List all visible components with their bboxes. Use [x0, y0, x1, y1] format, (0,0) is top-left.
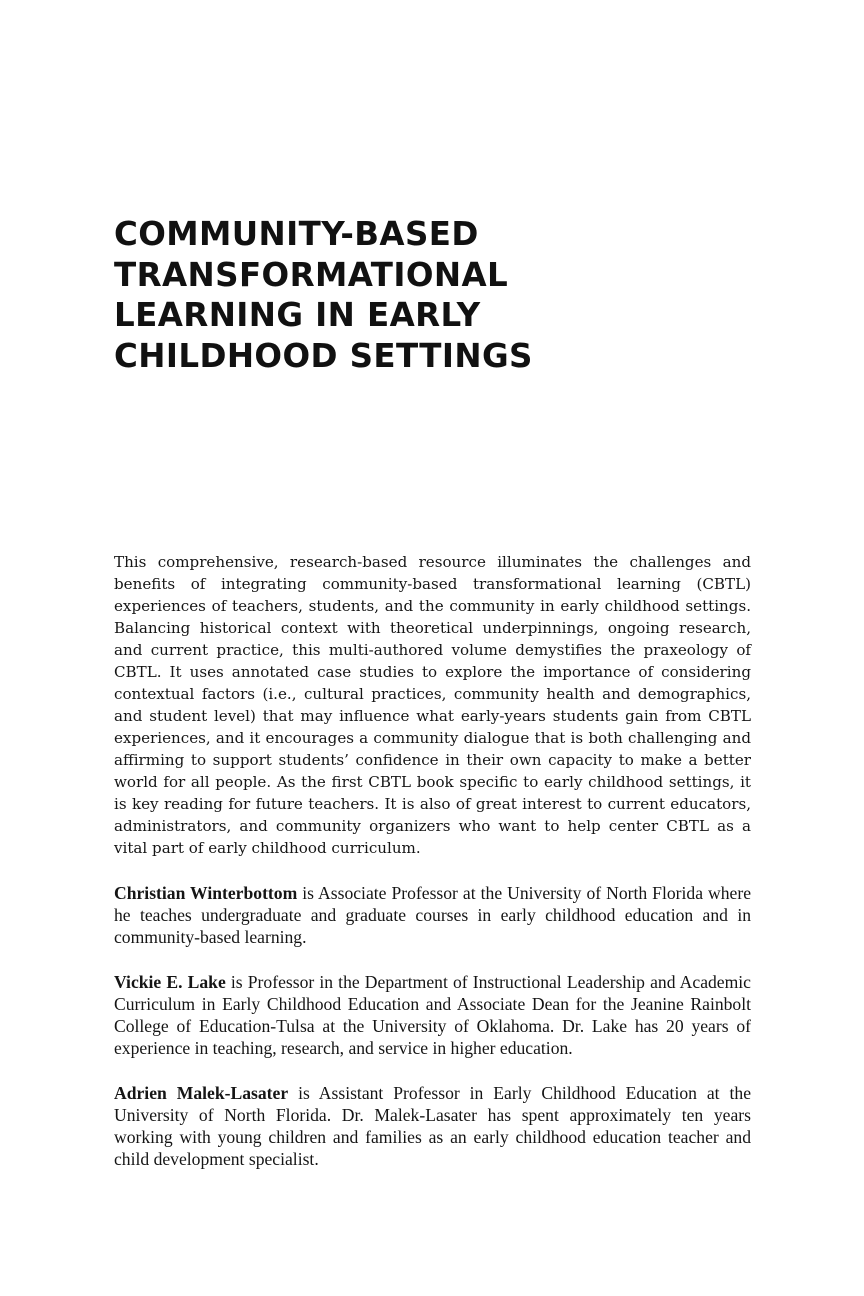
book-title [114, 214, 714, 376]
author-bio [114, 882, 751, 948]
book-title-line: COMMUNITY-BASED [114, 215, 479, 253]
author-bio [114, 1082, 751, 1170]
book-title-line: LEARNING IN EARLY [114, 296, 481, 334]
author-bio-text: is Assistant Professor in Early Childhood Education at the University of North Florida. Dr. Malek-Lasater has spent approximately ten years working with young children and families as an early childhood education teacher and child development specialist. [114, 1083, 752, 1169]
author-name: Adrien Malek-Lasater [114, 1083, 289, 1103]
author-bio [114, 971, 751, 1059]
book-description: This comprehensive, research-based resource illuminates the challenges and benefits of integrating community-based transformational learning (CBTL) experiences of teachers, students, and the community in early childhood settings. Balancing historical context with theoretical underpinnings, ongoing research, and current practice, this multi-authored volume demystifies the praxeology of CBTL. It uses annotated case studies to explore the importance of considering contextual factors (i.e., cultural practices, community health and demographics, and student level) that may influence what early-years students gain from CBTL experiences, and it encourages a community dialogue that is both challenging and affirming to support students’ confidence in their own capacity to make a better world for all people. As the first CBTL book specific to early childhood settings, it is key reading for future teachers. It is also of great interest to current educators, administrators, and community organizers who want to help center CBTL as a vital part of early childhood curriculum. [114, 553, 751, 857]
book-description-block [114, 551, 751, 1193]
author-name: Christian Winterbottom [114, 883, 298, 903]
author-bio-text: is Professor in the Department of Instructional Leadership and Academic Curriculum in Early Childhood Education and Associate Dean for the Jeanine Rainbolt College of Education-Tulsa at the University of Oklahoma. Dr. Lake has 20 years of experience in teaching, research, and service in higher education. [114, 972, 751, 1058]
author-name: Vickie E. Lake [114, 972, 226, 992]
book-title-line: CHILDHOOD SETTINGS [114, 336, 533, 375]
book-title-line: TRANSFORMATIONAL [114, 255, 509, 294]
author-bio-text: is Associate Professor at the University of North Florida where he teaches undergraduate and graduate courses in early childhood education and in community-based learning. [114, 883, 752, 947]
